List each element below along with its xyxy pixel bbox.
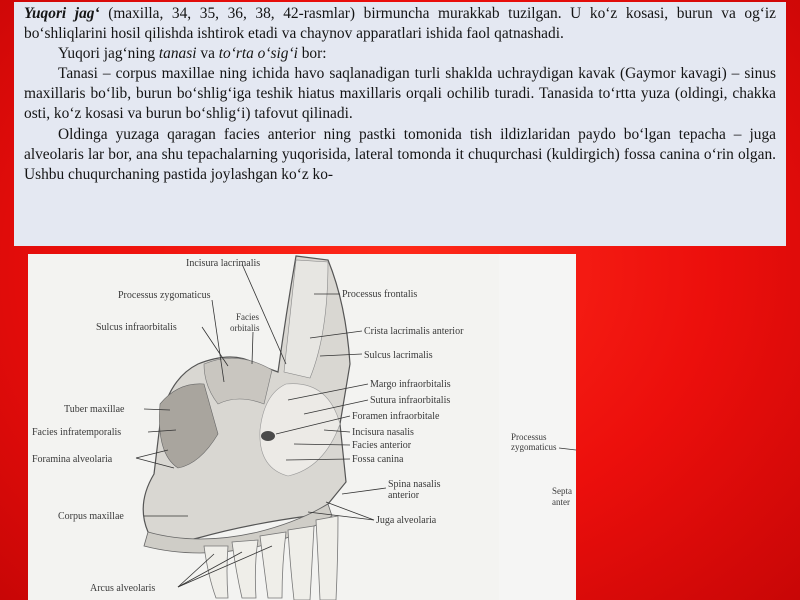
label-fossa-canina: Fossa canina	[352, 454, 404, 465]
label-arcus-alveolaris: Arcus alveolaris	[90, 583, 156, 594]
term-maxilla-heading: Yuqori jag‘	[24, 5, 100, 22]
label-processus-zygomaticus: Processus zygomaticus	[118, 290, 211, 301]
label-facies-anterior: Facies anterior	[352, 440, 412, 451]
paragraph-3: Tanasi – corpus maxillae ning ichida havo saqlanadigan turli shaklda uchraydigan kavak (Gaymor kavagi) – sinus maxillaris bo‘lib, burun bo‘shlig‘iga teshik hiatus maxillaris orqali ochilib turadi. Tanasida to‘rtta yuza (oldingi, chakka osti, ko‘z kosasi va burun bo‘shlig‘i) tafovut qilinadi.	[24, 65, 776, 123]
side-label-septa-2: anter	[552, 497, 570, 507]
term-osig: to‘rta o‘sig‘i	[218, 45, 298, 63]
label-foramen-infraorbitale: Foramen infraorbitale	[352, 411, 440, 422]
label-incisura-nasalis: Incisura nasalis	[352, 427, 414, 438]
label-facies-orbitalis-2: orbitalis	[230, 323, 260, 333]
orbital-surface-shape	[204, 358, 272, 404]
paragraph-1	[24, 4, 776, 44]
label-spina-nasalis-1: Spina nasalis	[388, 479, 441, 490]
tooth-2	[232, 540, 258, 598]
paragraph-1-body: (maxilla, 34, 35, 36, 38, 42-rasmlar) birmuncha murakkab tuzilgan. U ko‘z kosasi, burun va og‘iz bo‘shliqlarini hosil qilishda ishtirok etadi va chaynov apparatlari ishida faol qatnashadi.	[24, 5, 776, 43]
side-label-processus-2: zygomaticus	[511, 442, 557, 452]
label-margo-infraorbitalis: Margo infraorbitalis	[370, 379, 451, 390]
tooth-3	[260, 532, 286, 598]
tooth-5	[316, 516, 338, 600]
leader-spina-nasalis	[342, 488, 386, 494]
paragraph-4: Oldinga yuzaga qaragan facies anterior ning pastki tomonida tish ildizlaridan paydo bo‘lgan tepacha – juga alveolaris lar bor, ana shu tepachalarning yuqorisida, lateral tomonda it chuqurchasi (kuldirgich) fossa canina o‘rin olgan. Ushbu chuqurchaning pastida joylashgan ko‘z ko-	[24, 125, 776, 183]
label-spina-nasalis-2: anterior	[388, 490, 420, 501]
tooth-1	[204, 546, 228, 598]
paragraph-2-text-a: Yuqori jag‘ning	[58, 45, 159, 63]
paragraph-2	[24, 44, 776, 64]
term-tanasi: tanasi	[158, 45, 197, 63]
side-label-processus-1: Processus	[511, 432, 547, 442]
label-foramina-alveolaria: Foramina alveolaria	[32, 454, 113, 465]
side-leader-processus	[559, 448, 576, 450]
textbook-text-panel	[14, 2, 786, 246]
paragraph-2-text-b: va	[196, 45, 219, 63]
side-figure-illustration	[499, 254, 576, 600]
label-juga-alveolaria: Juga alveolaria	[376, 515, 437, 526]
label-incisura-lacrimalis: Incisura lacrimalis	[186, 258, 261, 269]
maxilla-figure	[28, 254, 548, 600]
label-sulcus-lacrimalis: Sulcus lacrimalis	[364, 350, 433, 361]
maxilla-illustration	[28, 254, 548, 600]
label-sutura-infraorbitalis: Sutura infraorbitalis	[370, 395, 451, 406]
label-processus-frontalis: Processus frontalis	[342, 289, 418, 300]
leader-facies-orbitalis	[252, 332, 253, 364]
label-crista-lacrimalis: Crista lacrimalis anterior	[364, 326, 464, 337]
label-facies-infratemporalis: Facies infratemporalis	[32, 427, 122, 438]
side-label-septa-1: Septa	[552, 486, 572, 496]
side-figure-fragment	[499, 254, 576, 600]
foramen-infraorbitale-shape	[261, 431, 275, 441]
paragraph-2-text-c: bor:	[297, 45, 327, 63]
label-tuber-maxillae: Tuber maxillae	[64, 404, 125, 415]
label-sulcus-infraorbitalis: Sulcus infraorbitalis	[96, 322, 177, 333]
label-facies-orbitalis-1: Facies	[236, 312, 259, 322]
tooth-4	[288, 526, 314, 600]
label-corpus-maxillae: Corpus maxillae	[58, 511, 124, 522]
